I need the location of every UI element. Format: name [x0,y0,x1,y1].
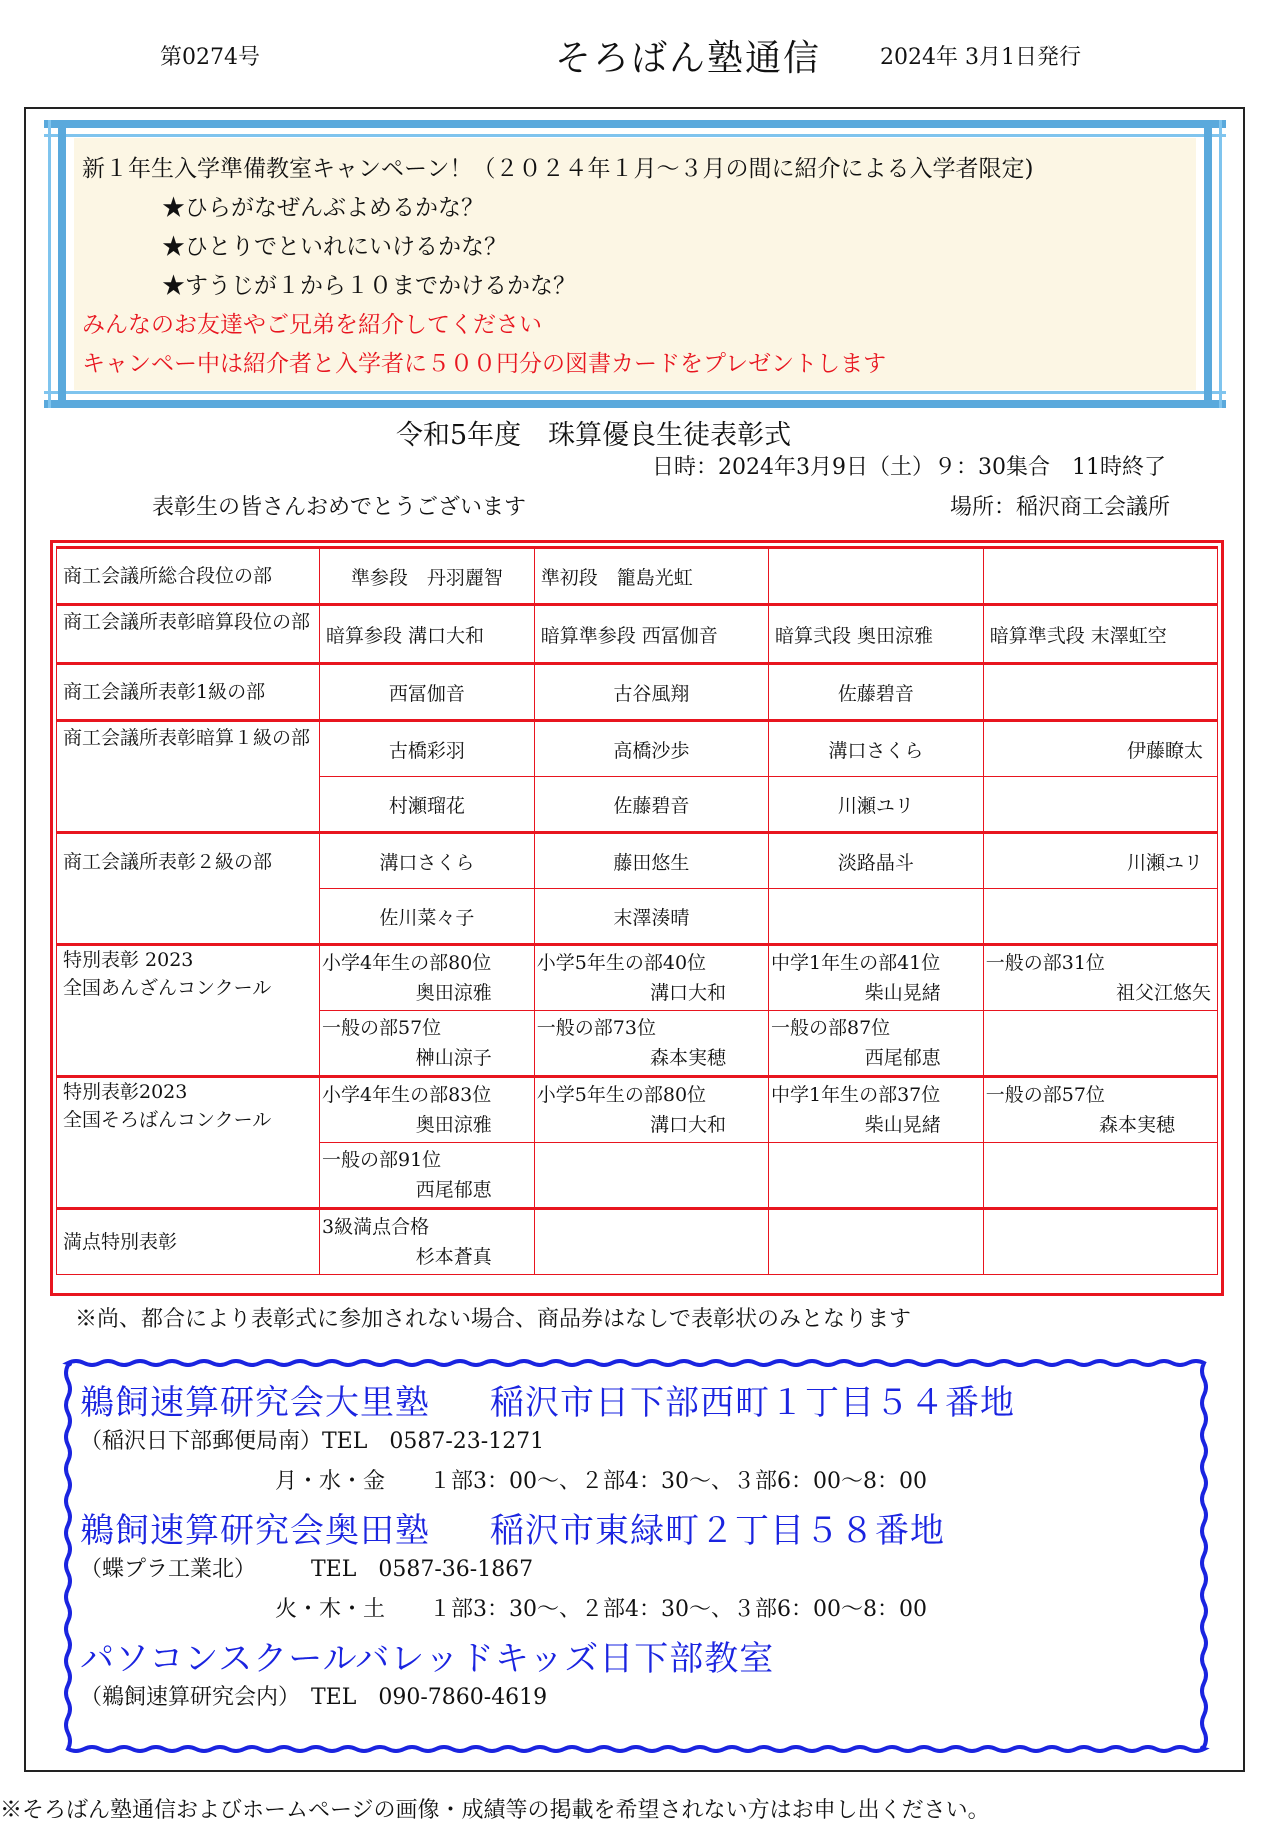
award-cell: 末澤湊晴 [534,889,768,945]
award-category: 中学1年生の部37位 [770,1084,941,1106]
award-cell [983,1011,1217,1077]
award-cell: 準参段 丹羽麗智 [320,548,535,605]
award-category: 一般の部57位 [322,1017,442,1039]
campaign-text [82,150,1034,384]
award-cell [320,1209,535,1275]
award-cell: 暗算準参段 西冨伽音 [534,605,768,664]
row-label: 商工会議所表彰暗算段位の部 [57,605,320,664]
award-name: 溝口大和 [649,1114,726,1136]
row-label [57,945,320,1077]
award-cell: 藤田悠生 [534,833,768,889]
award-name: 森本実穂 [1098,1114,1175,1136]
contact-info [80,1375,1015,1717]
school-phone: （蝶プラ工業北） TEL 0587-36-1867 [80,1557,534,1582]
award-cell [768,1143,983,1209]
newsletter-title: そろばん塾通信 [555,38,822,79]
award-name: 奥田涼雅 [415,982,492,1004]
award-cell [534,1209,768,1275]
award-cell: 暗算弐段 奥田涼雅 [768,605,983,664]
school-name-line [80,1375,1015,1423]
school-address: 稲沢市日下部西町１丁目５４番地 [490,1383,1015,1423]
award-cell [983,1143,1217,1209]
award-cell [768,1011,983,1077]
award-cell: 暗算参段 溝口大和 [320,605,535,664]
table-row [57,664,1218,721]
award-cell: 川瀬ユリ [983,833,1217,889]
school-name: 鵜飼速算研究会奥田塾 [80,1511,430,1551]
award-cell: 古谷風翔 [534,664,768,721]
issue-number: 第0274号 [160,45,260,70]
ceremony-congrats: 表彰生の皆さんおめでとうございます [152,495,527,520]
award-category: 小学4年生の部80位 [322,952,492,974]
awards-table [56,546,1218,1275]
campaign-item: ★ひとりでといれにいけるかな？ [162,234,507,260]
award-category: 一般の部31位 [985,952,1105,974]
award-cell [983,945,1217,1011]
award-cell [320,1143,535,1209]
award-category: 一般の部73位 [536,1017,656,1039]
award-cell: 伊藤瞭太 [983,721,1217,777]
award-name: 西尾郁恵 [864,1047,941,1069]
award-cell: 佐藤碧音 [768,664,983,721]
table-row [57,721,1218,777]
award-cell [983,664,1217,721]
row-label-line: 特別表彰 2023 [63,949,194,971]
row-label [57,1077,320,1209]
row-label-line: 全国あんざんコンクール [63,977,272,999]
award-cell: 準初段 籠島光虹 [534,548,768,605]
award-cell [983,1077,1217,1143]
award-cell: 溝口さくら [768,721,983,777]
award-cell [534,1011,768,1077]
award-category: 小学4年生の部83位 [322,1084,492,1106]
row-label: 商工会議所表彰２級の部 [57,833,320,945]
table-row [57,548,1218,605]
school-phone: （鵜飼速算研究会内） TEL 090-7860-4619 [80,1685,548,1710]
award-cell: 古橋彩羽 [320,721,535,777]
privacy-footer: ※そろばん塾通信およびホームページの画像・成績等の掲載を希望されない方はお申し出ください。 [0,1798,990,1823]
award-category: 小学5年生の部80位 [536,1084,707,1106]
ceremony-place: 場所：稲沢商工会議所 [950,495,1171,520]
table-row [57,605,1218,664]
campaign-item: ★ひらがなぜんぶよめるかな？ [162,195,484,221]
row-label-line: 全国そろばんコンクール [63,1109,272,1131]
award-cell [320,1077,535,1143]
row-label: 商工会議所表彰暗算１級の部 [57,721,320,833]
award-cell: 佐川菜々子 [320,889,535,945]
award-name: 榊山涼子 [415,1047,492,1069]
award-category: 一般の部87位 [770,1017,891,1039]
award-name: 溝口大和 [649,982,726,1004]
row-label: 満点特別表彰 [57,1209,320,1275]
award-cell [768,1209,983,1275]
award-cell: 淡路晶斗 [768,833,983,889]
school-name-line [80,1503,1015,1551]
table-row [57,945,1218,1011]
campaign-callout: みんなのお友達やご兄弟を紹介してください [82,312,542,338]
award-category: 一般の部91位 [322,1149,442,1171]
campaign-item: ★すうじが１から１０までかけるかな？ [162,273,576,299]
award-name: 祖父江悠矢 [1115,982,1211,1004]
school-hours: 月・水・金 １部3：00～、２部4：30～、３部6：00～8：00 [275,1469,927,1494]
school-hours: 火・木・土 １部3：30～、２部4：30～、３部6：00～8：00 [275,1597,927,1622]
issue-date: 2024年 3月1日発行 [880,45,1081,70]
award-cell [983,889,1217,945]
award-cell [320,1011,535,1077]
award-cell [768,889,983,945]
award-cell: 暗算準弐段 末澤虹空 [983,605,1217,664]
award-name: 柴山晃緒 [864,1114,941,1136]
award-cell: 佐藤碧音 [534,777,768,833]
campaign-title: 新１年生入学準備教室キャンペーン！（２０２４年１月～３月の間に紹介による入学者限定) [82,156,1034,182]
row-label: 商工会議所表彰1級の部 [57,664,320,721]
award-cell [768,1077,983,1143]
award-cell [983,548,1217,605]
school-name: パソコンスクールバレッドキッズ日下部教室 [80,1639,775,1679]
award-cell: 溝口さくら [320,833,535,889]
award-name: 奥田涼雅 [415,1114,492,1136]
award-cell [983,1209,1217,1275]
award-cell: 川瀬ユリ [768,777,983,833]
award-cell: 西冨伽音 [320,664,535,721]
award-cell [320,945,535,1011]
table-row [57,1077,1218,1143]
award-cell [768,945,983,1011]
award-cell [534,945,768,1011]
table-row [57,1209,1218,1275]
ceremony-title: 令和5年度 珠算優良生徒表彰式 [396,420,792,451]
award-category: 一般の部57位 [985,1084,1105,1106]
school-phone: （稲沢日下部郵便局南）TEL 0587-23-1271 [80,1429,545,1454]
award-cell [983,777,1217,833]
row-label-line: 特別表彰2023 [63,1081,188,1103]
award-name: 西尾郁恵 [415,1179,492,1201]
ceremony-time: 日時：2024年3月9日（土）９：30集合 11時終了 [652,455,1166,480]
row-label: 商工会議所総合段位の部 [57,548,320,605]
table-row [57,833,1218,889]
award-cell [768,548,983,605]
award-category: 中学1年生の部41位 [770,952,941,974]
attendance-note: ※尚、都合により表彰式に参加されない場合、商品券はなしで表彰状のみとなります [75,1307,912,1332]
award-cell: 村瀬瑠花 [320,777,535,833]
award-cell [534,1143,768,1209]
award-name: 森本実穂 [649,1047,726,1069]
school-name-line [80,1631,1015,1679]
school-name: 鵜飼速算研究会大里塾 [80,1383,430,1423]
school-address: 稲沢市東緑町２丁目５８番地 [490,1511,945,1551]
award-category: 小学5年生の部40位 [536,952,707,974]
award-category: 3級満点合格 [322,1216,430,1238]
award-name: 杉本蒼真 [415,1246,492,1268]
award-cell: 高橋沙歩 [534,721,768,777]
campaign-offer: キャンペー中は紹介者と入学者に５００円分の図書カードをプレゼントします [82,351,887,377]
award-cell [534,1077,768,1143]
award-name: 柴山晃緒 [864,982,941,1004]
